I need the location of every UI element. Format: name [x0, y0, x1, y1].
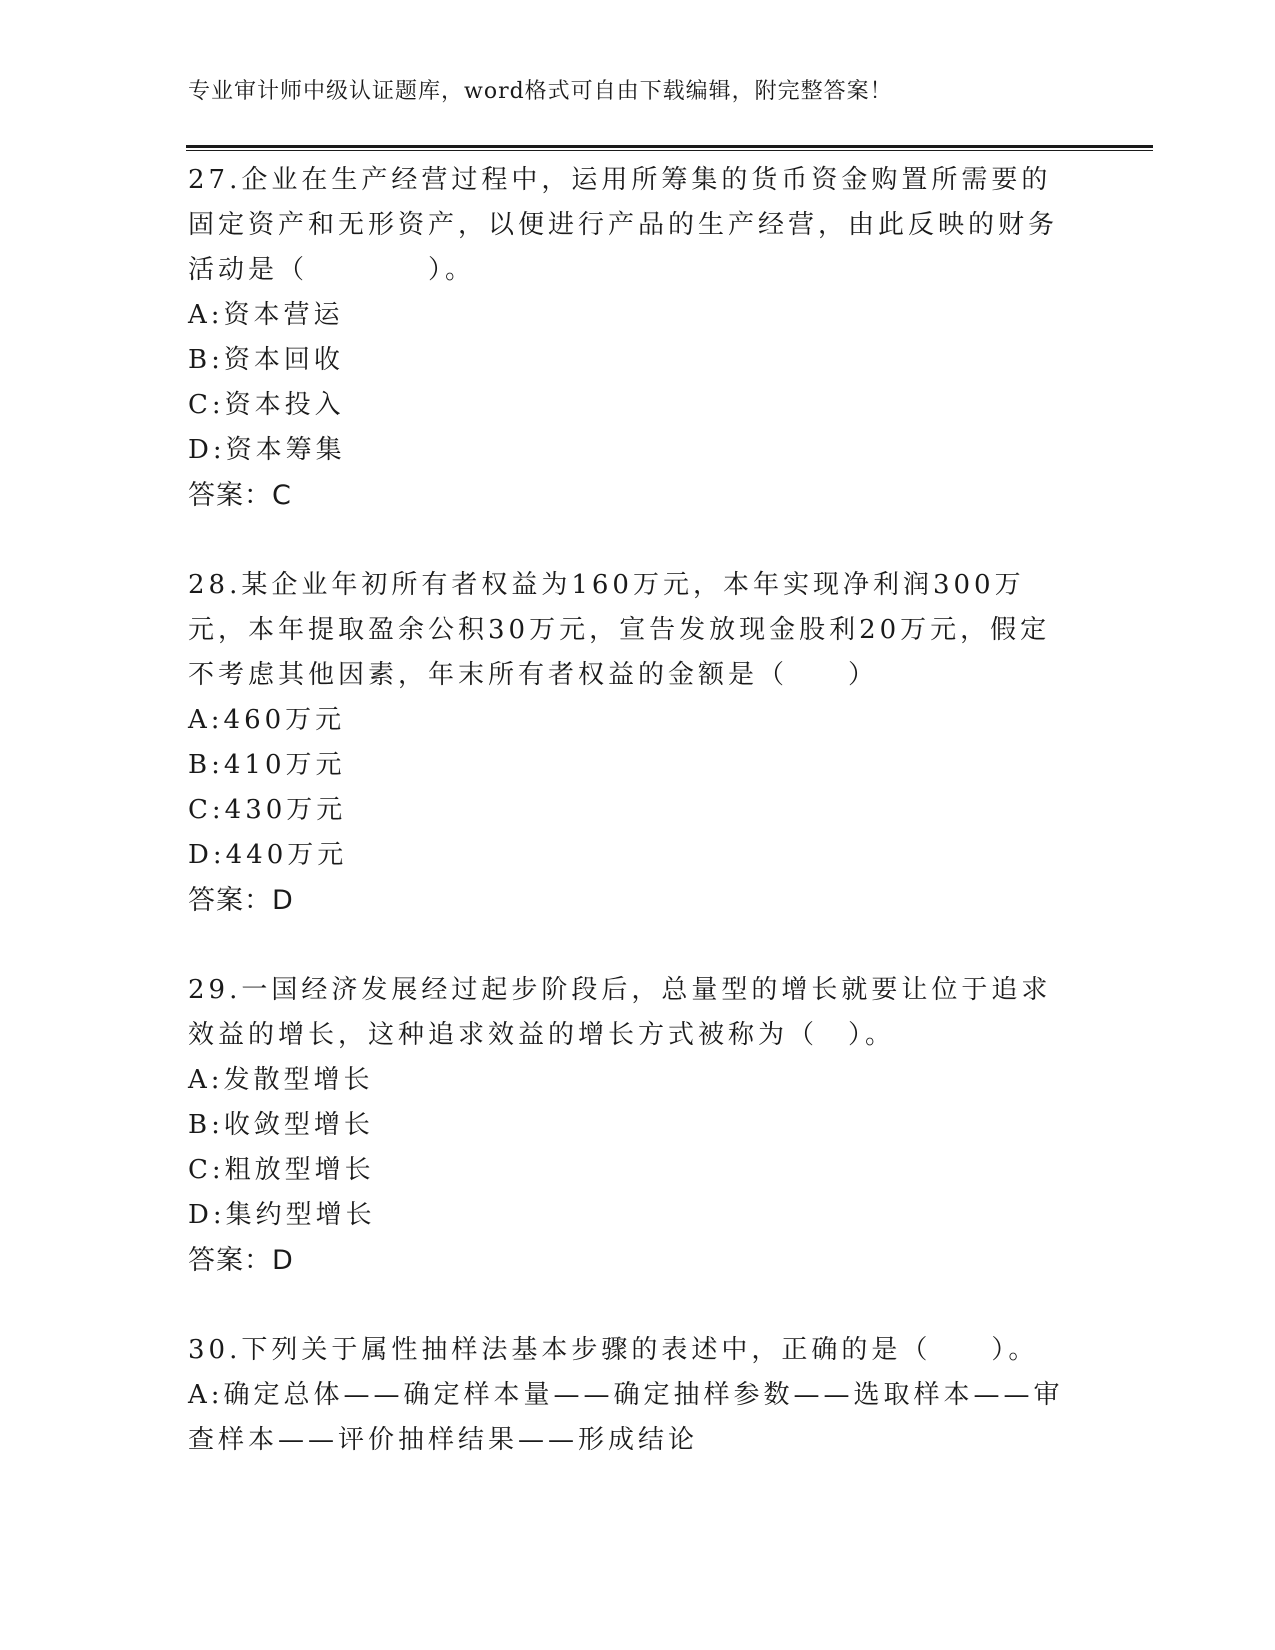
option-d: D:集约型增长: [188, 1200, 376, 1230]
option-c: C:粗放型增长: [188, 1155, 375, 1185]
answer-label: 答案：D: [188, 1245, 294, 1276]
question-stem: 30.下列关于属性抽样法基本步骤的表述中，正确的是（ ）。: [188, 1335, 1039, 1365]
question-list: [188, 158, 1078, 1463]
page-header: 专业审计师中级认证题库，word格式可自由下载编辑，附完整答案！: [188, 79, 893, 104]
option-a: A:460万元: [188, 705, 346, 735]
option-c: C:资本投入: [188, 390, 345, 420]
header-rule-thin: [186, 150, 1153, 151]
question-stem: 28.某企业年初所有者权益为160万元，本年实现净利润300万元，本年提取盈余公积30万元，宣告发放现金股利20万元，假定不考虑其他因素，年末所有者权益的金额是（ ）: [188, 570, 1051, 690]
option-a: A:确定总体——确定样本量——确定抽样参数——选取样本——审查样本——评价抽样结果——形成结论: [188, 1380, 1064, 1455]
answer-label: 答案：D: [188, 885, 294, 916]
option-a: A:发散型增长: [188, 1065, 374, 1095]
option-d: D:资本筹集: [188, 435, 346, 465]
question-stem: 27.企业在生产经营过程中，运用所筹集的货币资金购置所需要的固定资产和无形资产，以便进行产品的生产经营，由此反映的财务活动是（ ）。: [188, 165, 1059, 285]
question-stem: 29.一国经济发展经过起步阶段后，总量型的增长就要让位于追求效益的增长，这种追求效益的增长方式被称为（ ）。: [188, 975, 1052, 1050]
option-a: A:资本营运: [188, 300, 344, 330]
question-27: [188, 158, 1078, 518]
option-d: D:440万元: [188, 840, 348, 870]
question-29: [188, 968, 1078, 1283]
option-b: B:收敛型增长: [188, 1110, 374, 1140]
question-28: [188, 563, 1078, 923]
option-b: B:410万元: [188, 750, 346, 780]
option-c: C:430万元: [188, 795, 347, 825]
option-b: B:资本回收: [188, 345, 344, 375]
answer-label: 答案：C: [188, 480, 292, 511]
header-rule-thick: [186, 145, 1153, 148]
question-30: [188, 1328, 1078, 1463]
